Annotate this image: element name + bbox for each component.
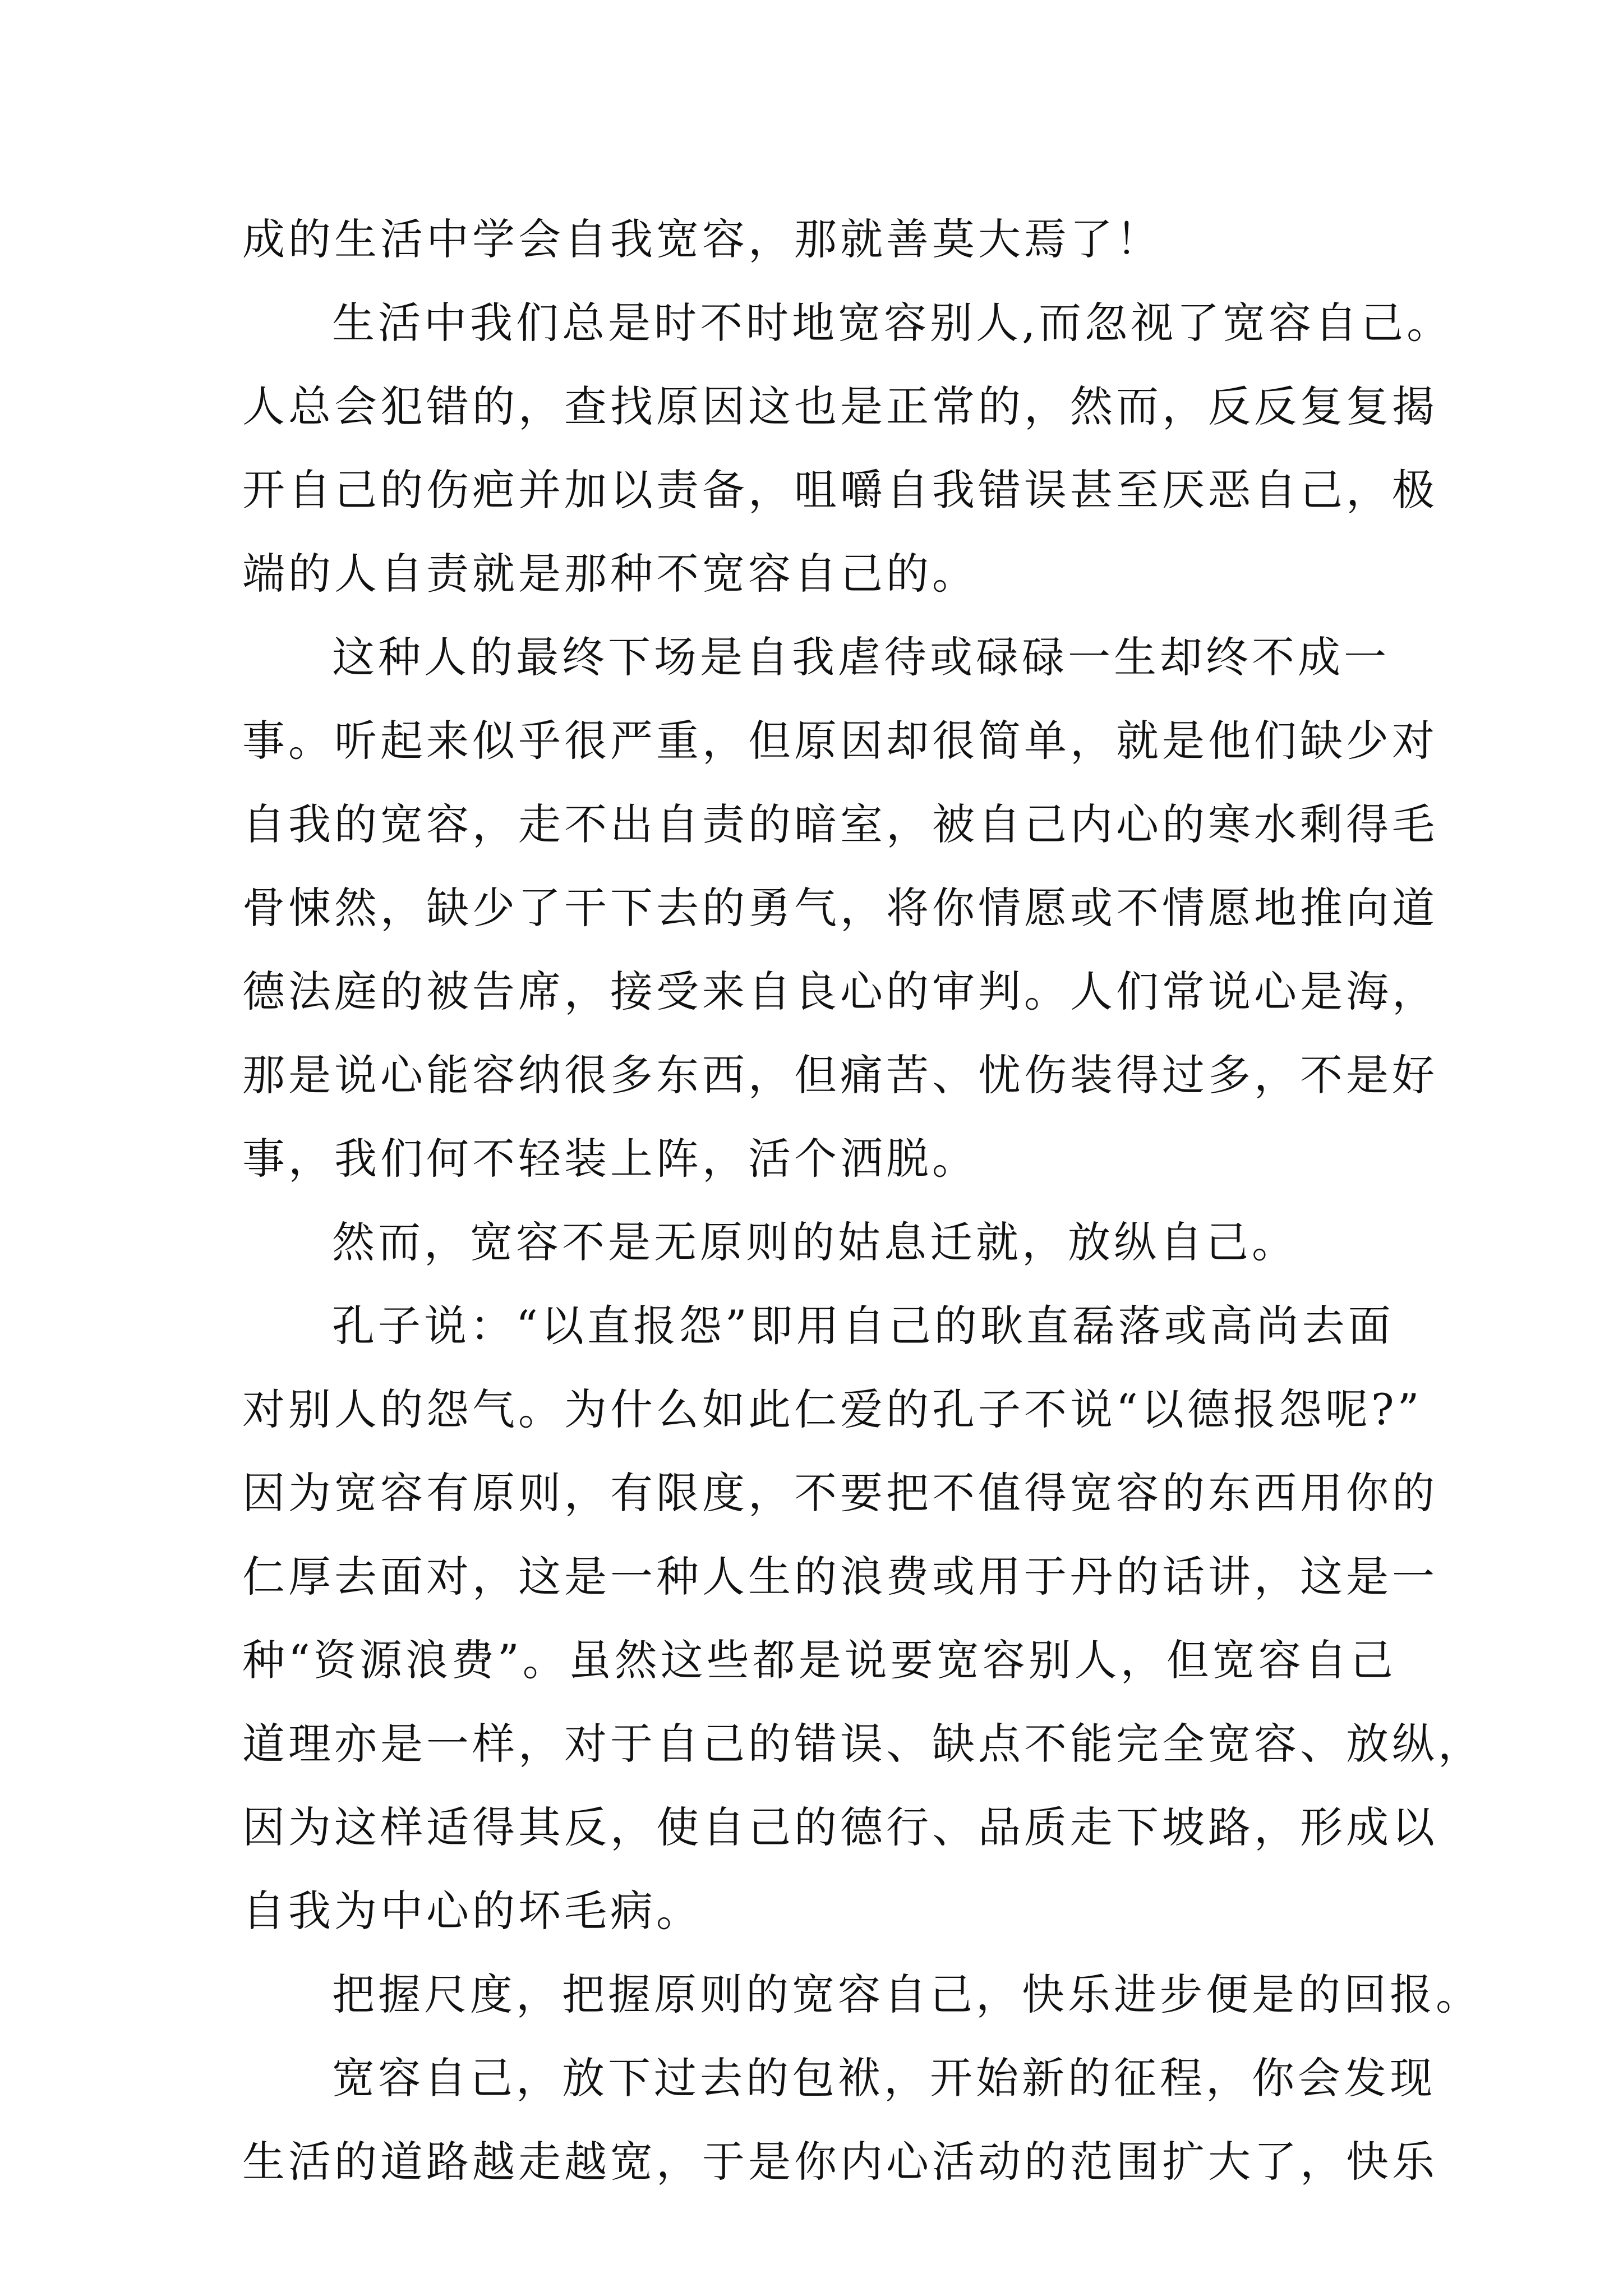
text-line: 对别人的怨气。为什么如此仁爱的孔子不说“以德报怨呢?” bbox=[242, 1384, 1423, 1434]
text-line: 事，我们何不轻装上阵，活个洒脱。 bbox=[242, 1134, 978, 1184]
text-line: 因为这样适得其反，使自己的德行、品质走下坡路，形成以 bbox=[242, 1802, 1438, 1852]
text-line: 成的生活中学会自我宽容，那就善莫大焉了！ bbox=[242, 214, 1162, 264]
text-line: 自我的宽容，走不出自责的暗室，被自己内心的寒水剩得毛 bbox=[242, 799, 1438, 849]
text-line: 然而，宽容不是无原则的姑息迁就，放纵自己。 bbox=[332, 1217, 1298, 1267]
text-line: 生活的道路越走越宽，于是你内心活动的范围扩大了，快乐 bbox=[242, 2137, 1438, 2187]
text-line: 道理亦是一样，对于自己的错误、缺点不能完全宽容、放纵， bbox=[242, 1719, 1484, 1769]
text-line: 端的人自责就是那种不宽容自己的。 bbox=[242, 549, 978, 599]
text-line: 开自己的伤疤并加以责备，咀嚼自我错误甚至厌恶自己，极 bbox=[242, 465, 1438, 515]
text-line: 德法庭的被告席，接受来自良心的审判。人们常说心是海， bbox=[242, 967, 1438, 1016]
text-line: 宽容自己，放下过去的包袱，开始新的征程，你会发现 bbox=[332, 2053, 1436, 2103]
text-line: 把握尺度，把握原则的宽容自己，快乐进步便是的回报。 bbox=[332, 1970, 1482, 2019]
text-line: 仁厚去面对，这是一种人生的浪费或用于丹的话讲，这是一 bbox=[242, 1552, 1438, 1602]
text-line: 事。听起来似乎很严重，但原因却很简单，就是他们缺少对 bbox=[242, 716, 1438, 766]
document-body bbox=[242, 197, 1484, 2203]
text-line: 自我为中心的坏毛病。 bbox=[242, 1886, 702, 1936]
text-line: 骨悚然，缺少了干下去的勇气，将你情愿或不情愿地推向道 bbox=[242, 883, 1438, 933]
text-line: 因为宽容有原则，有限度，不要把不值得宽容的东西用你的 bbox=[242, 1468, 1438, 1518]
text-line: 人总会犯错的，查找原因这也是正常的，然而，反反复复揭 bbox=[242, 381, 1438, 431]
text-line: 生活中我们总是时不时地宽容别人,而忽视了宽容自己。 bbox=[332, 298, 1453, 348]
text-line: 那是说心能容纳很多东西，但痛苦、忧伤装得过多，不是好 bbox=[242, 1050, 1438, 1100]
text-line: 这种人的最终下场是自我虐待或碌碌一生却终不成一 bbox=[332, 632, 1390, 682]
text-line: 孔子说：“以直报怨”即用自己的耿直磊落或高尚去面 bbox=[332, 1301, 1394, 1351]
text-line: 种“资源浪费”。虽然这些都是说要宽容别人，但宽容自己 bbox=[242, 1635, 1396, 1685]
